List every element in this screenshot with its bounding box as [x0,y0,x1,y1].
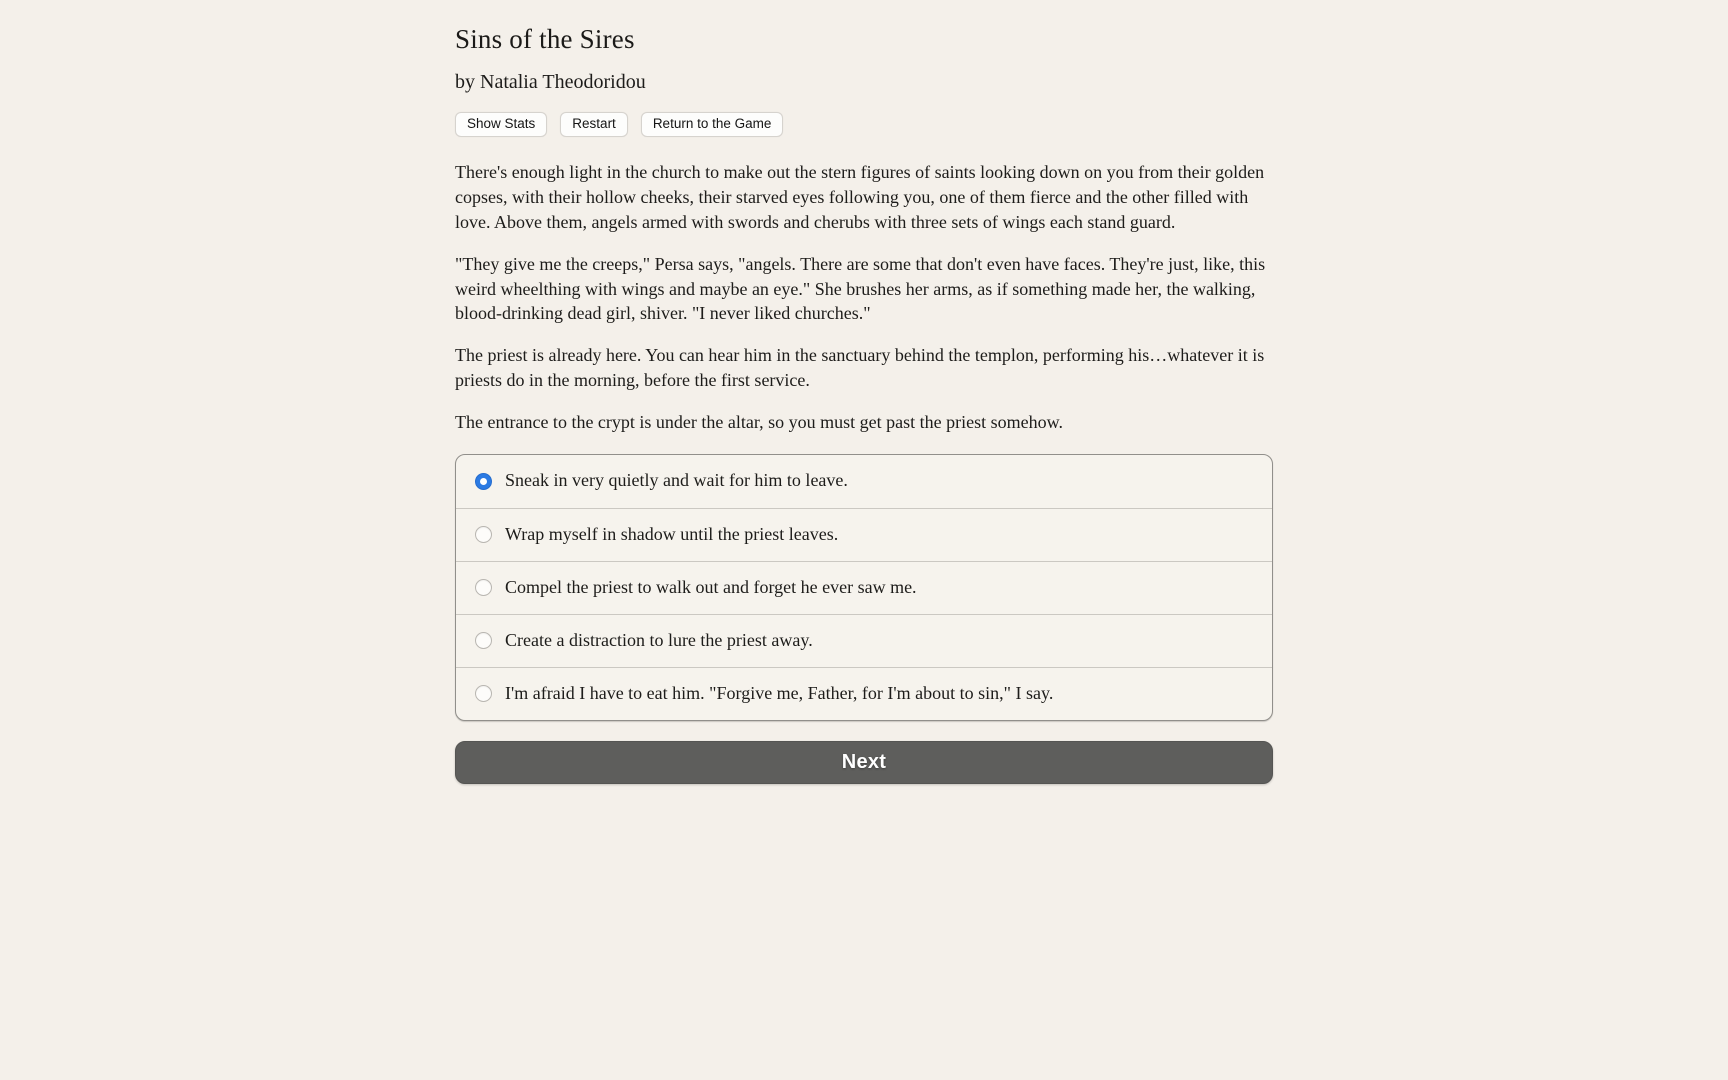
return-to-game-button[interactable]: Return to the Game [641,112,784,137]
choice-label: I'm afraid I have to eat him. "Forgive me, Father, for I'm about to sin," I say. [505,682,1054,703]
next-button[interactable]: Next [455,741,1273,784]
content-column [455,0,1273,784]
choice-option-shadow[interactable] [456,508,1272,561]
choice-option-eat[interactable] [456,667,1272,720]
choice-option-distraction[interactable] [456,614,1272,667]
radio-button-icon[interactable] [475,526,492,543]
choice-label: Wrap myself in shadow until the priest leaves. [505,523,839,544]
story-paragraph: "They give me the creeps," Persa says, "angels. There are some that don't even have faces. They're just, like, this weird wheelthing with wings and maybe an eye." She brushes her arms, as if something made her, the walking, blood-drinking dead girl, shiver. "I never liked churches." [455,253,1266,324]
choice-option-sneak[interactable] [456,455,1272,508]
show-stats-button[interactable]: Show Stats [455,112,547,137]
story-paragraph: The entrance to the crypt is under the altar, so you must get past the priest somehow. [455,411,1063,432]
choice-label: Compel the priest to walk out and forget he ever saw me. [505,576,917,597]
radio-button-icon[interactable] [475,632,492,649]
choice-label: Sneak in very quietly and wait for him to leave. [505,470,848,491]
radio-button-icon[interactable] [475,685,492,702]
byline: by Natalia Theodoridou [455,71,646,93]
restart-button[interactable]: Restart [560,112,628,137]
choice-label: Create a distraction to lure the priest away. [505,629,813,650]
story-paragraph: The priest is already here. You can hear him in the sanctuary behind the templon, performing his…whatever it is priests do in the morning, before the first service. [455,345,1265,390]
story-paragraph: There's enough light in the church to make out the stern figures of saints looking down on you from their golden copses, with their hollow cheeks, their starved eyes following you, one of them fierce and the other filled with love. Above them, angels armed with swords and cherubs with three sets of wings each stand guard. [455,162,1265,232]
radio-button-icon[interactable] [475,473,492,490]
radio-button-icon[interactable] [475,579,492,596]
choice-option-compel[interactable] [456,561,1272,614]
page-title: Sins of the Sires [455,24,635,54]
toolbar [455,112,1273,137]
choices-group [455,454,1273,721]
